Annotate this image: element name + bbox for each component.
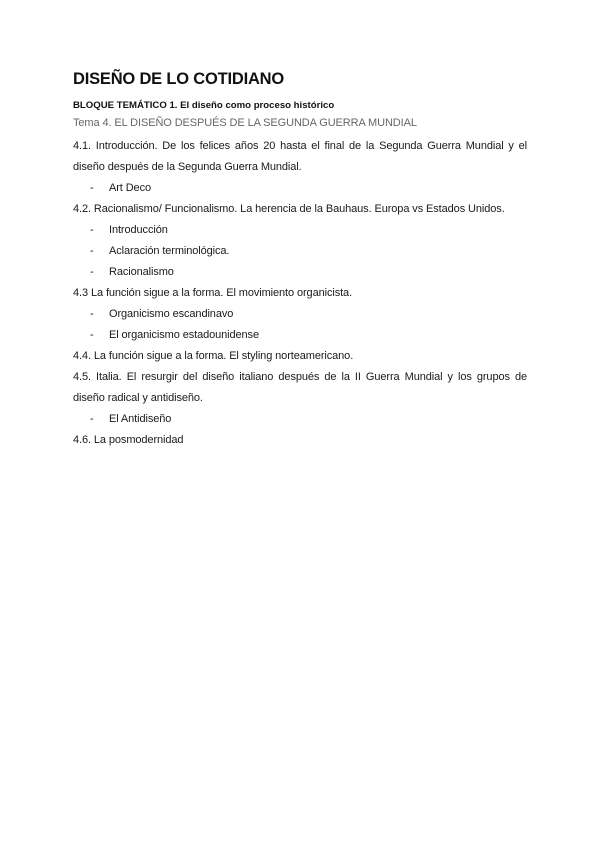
list-item-label: El Antidiseño	[109, 413, 172, 425]
section-4-6: 4.6. La posmodernidad	[73, 434, 184, 446]
list-item	[73, 220, 527, 241]
section-4-2: 4.2. Racionalismo/ Funcionalismo. La herencia de la Bauhaus. Europa vs Estados Unidos.	[73, 203, 505, 215]
dash-bullet: -	[90, 266, 94, 278]
list-item	[73, 409, 527, 430]
list-item	[73, 325, 527, 346]
list-item	[73, 262, 527, 283]
dash-bullet: -	[90, 245, 94, 257]
list-item-label: Organicismo escandinavo	[109, 308, 234, 320]
list-item-label: Introducción	[109, 224, 168, 236]
section-4-3-list	[73, 304, 527, 346]
section-4-1-list	[73, 178, 527, 199]
section-4-5: 4.5. Italia. El resurgir del diseño italiano después de la II Guerra Mundial y los grupos de diseño radical y antidiseño.	[73, 371, 527, 404]
list-item-label: El organicismo estadounidense	[109, 329, 259, 341]
list-item	[73, 241, 527, 262]
dash-bullet: -	[90, 329, 94, 341]
list-item-label: Racionalismo	[109, 266, 174, 278]
dash-bullet: -	[90, 224, 94, 236]
list-item	[73, 304, 527, 325]
section-4-5-list	[73, 409, 527, 430]
dash-bullet: -	[90, 182, 94, 194]
list-item-label: Art Deco	[109, 182, 151, 194]
section-4-4: 4.4. La función sigue a la forma. El styling norteamericano.	[73, 350, 354, 362]
dash-bullet: -	[90, 308, 94, 320]
list-item	[73, 178, 527, 199]
dash-bullet: -	[90, 413, 94, 425]
section-4-1: 4.1. Introducción. De los felices años 20 hasta el final de la Segunda Guerra Mundial y el diseño después de la Segunda Guerra Mundial.	[73, 140, 527, 173]
bloque-tematico-heading: BLOQUE TEMÁTICO 1. El diseño como proceso histórico	[73, 100, 335, 111]
document-page	[73, 70, 527, 451]
section-4-2-list	[73, 220, 527, 283]
document-title: DISEÑO DE LO COTIDIANO	[73, 70, 285, 88]
tema-heading: Tema 4. EL DISEÑO DESPUÉS DE LA SEGUNDA GUERRA MUNDIAL	[73, 117, 417, 129]
list-item-label: Aclaración terminológica.	[109, 245, 230, 257]
section-4-3: 4.3 La función sigue a la forma. El movimiento organicista.	[73, 287, 353, 299]
